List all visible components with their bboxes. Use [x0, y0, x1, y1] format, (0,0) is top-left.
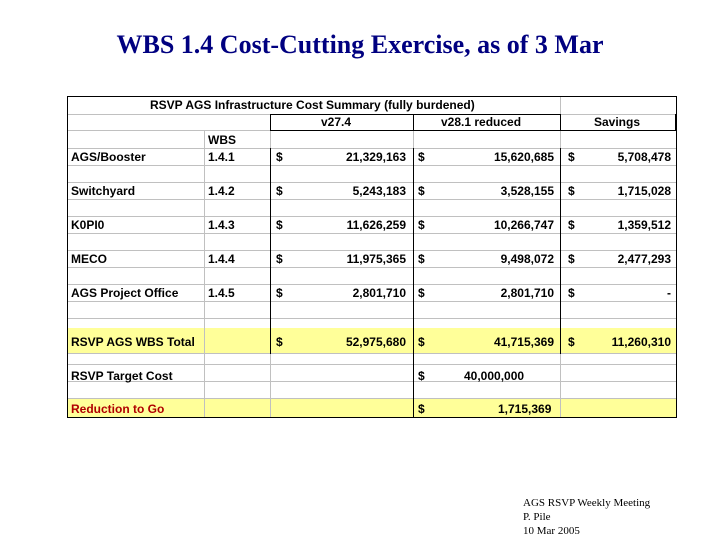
- currency-symbol: $: [418, 184, 425, 198]
- currency-symbol: $: [418, 218, 425, 232]
- row-wbs: 1.4.5: [208, 286, 235, 300]
- footer-author: P. Pile: [523, 511, 551, 523]
- slide-footer: [523, 496, 650, 538]
- total-row-name: RSVP AGS WBS Total: [71, 335, 195, 349]
- target-row-name: RSVP Target Cost: [71, 369, 173, 383]
- currency-symbol: $: [276, 184, 283, 198]
- slide-title: WBS 1.4 Cost-Cutting Exercise, as of 3 Mar: [116, 30, 604, 59]
- currency-symbol: $: [276, 286, 283, 300]
- currency-symbol: $: [568, 335, 575, 349]
- currency-symbol: $: [418, 402, 425, 416]
- row-name: K0PI0: [71, 218, 105, 232]
- row-wbs: 1.4.4: [208, 252, 235, 266]
- header-v27: v27.4: [321, 115, 352, 129]
- currency-symbol: $: [276, 150, 283, 164]
- v28-value: 10,266,747: [493, 218, 554, 232]
- v27-value: 21,329,163: [345, 150, 406, 164]
- reduction-row-name: Reduction to Go: [71, 402, 165, 416]
- currency-symbol: $: [568, 184, 575, 198]
- currency-symbol: $: [276, 218, 283, 232]
- v27-value: 11,975,365: [346, 252, 406, 266]
- v27-value: 5,243,183: [352, 184, 406, 198]
- total-v27-value: 52,975,680: [345, 335, 406, 349]
- currency-symbol: $: [418, 150, 425, 164]
- header-wbs: WBS: [208, 133, 236, 147]
- v28-value: 3,528,155: [500, 184, 554, 198]
- currency-symbol: $: [418, 252, 425, 266]
- row-name: AGS/Booster: [71, 150, 146, 164]
- row-name: AGS Project Office: [71, 286, 179, 300]
- savings-value: 2,477,293: [617, 252, 671, 266]
- total-savings-value: 11,260,310: [611, 335, 671, 349]
- target-v28-value: 40,000,000: [464, 369, 525, 383]
- footer-date: 10 Mar 2005: [523, 525, 580, 537]
- currency-symbol: $: [418, 369, 425, 383]
- v28-value: 2,801,710: [500, 286, 554, 300]
- savings-value: -: [667, 286, 671, 300]
- currency-symbol: $: [568, 252, 575, 266]
- currency-symbol: $: [276, 252, 283, 266]
- currency-symbol: $: [276, 335, 283, 349]
- currency-symbol: $: [418, 286, 425, 300]
- row-name: MECO: [71, 252, 107, 266]
- currency-symbol: $: [568, 150, 575, 164]
- savings-value: 1,715,028: [617, 184, 671, 198]
- table-title: RSVP AGS Infrastructure Cost Summary (fully burdened): [150, 98, 475, 112]
- total-v28-value: 41,715,369: [493, 335, 554, 349]
- row-wbs: 1.4.2: [208, 184, 235, 198]
- row-wbs: 1.4.1: [208, 150, 235, 164]
- savings-value: 5,708,478: [617, 150, 671, 164]
- header-v28: v28.1 reduced: [441, 115, 522, 129]
- footer-meeting: AGS RSVP Weekly Meeting: [523, 497, 651, 509]
- row-wbs: 1.4.3: [208, 218, 235, 232]
- currency-symbol: $: [568, 286, 575, 300]
- reduction-v28-value: 1,715,369: [498, 402, 552, 416]
- row-name: Switchyard: [71, 184, 136, 198]
- currency-symbol: $: [418, 335, 425, 349]
- cost-summary-table: [67, 96, 677, 418]
- header-savings: Savings: [594, 115, 641, 129]
- currency-symbol: $: [568, 218, 575, 232]
- v28-value: 9,498,072: [500, 252, 554, 266]
- v28-value: 15,620,685: [493, 150, 554, 164]
- savings-value: 1,359,512: [617, 218, 671, 232]
- v27-value: 11,626,259: [346, 218, 406, 232]
- v27-value: 2,801,710: [352, 286, 406, 300]
